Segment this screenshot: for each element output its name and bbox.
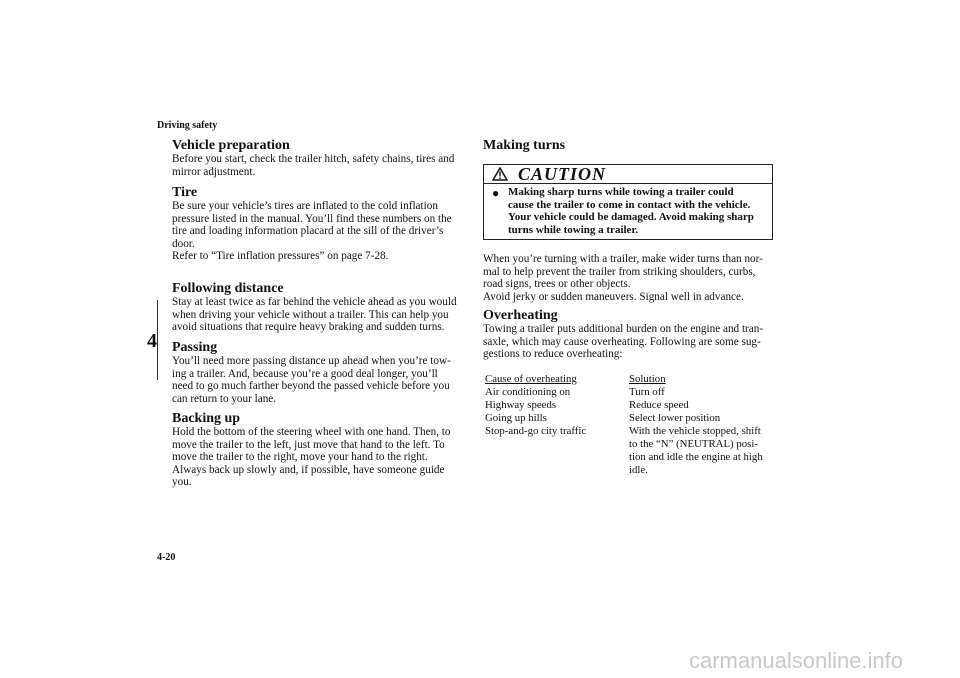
para-backing-up: Hold the bottom of the steering wheel with one hand. Then, to move the trailer to the left, just move that hand to the left. To move the trailer to the right, move your hand to the right. Always back up slowly and, if possible, have someone guide you. — [172, 426, 451, 489]
table-cell-cause: Air conditioning on — [485, 386, 571, 398]
table-cell-solution-cont: tion and idle the engine at high — [629, 451, 763, 463]
para-making-turns: When you’re turning with a trailer, make wider turns than nor- mal to help prevent the trailer from striking shoulders, curbs, road signs, trees or other objects. Avoid jerky or sudden maneuvers. Signal well in advance. — [483, 253, 763, 303]
para-tire: Be sure your vehicle’s tires are inflated to the cold inflation pressure listed in the manual. You’ll find these numbers on the tire and loading information placard at the sill of the driver’s door. Refer to “Tire inflation pressures” on page 7-28. — [172, 200, 452, 263]
caution-divider — [484, 183, 772, 184]
chapter-tab-line — [157, 300, 158, 380]
table-header-cause: Cause of overheating — [485, 373, 577, 385]
warning-triangle-icon — [492, 167, 508, 181]
bullet-icon: ● — [492, 186, 500, 200]
table-cell-cause: Going up hills — [485, 412, 547, 424]
caution-title: CAUTION — [518, 164, 607, 184]
table-cell-solution: With the vehicle stopped, shift — [629, 425, 761, 437]
heading-following-distance: Following distance — [172, 281, 284, 296]
table-cell-cause: Stop-and-go city traffic — [485, 425, 587, 437]
heading-vehicle-preparation: Vehicle preparation — [172, 138, 290, 153]
overheating-table — [485, 373, 775, 483]
heading-making-turns: Making turns — [483, 138, 566, 153]
para-passing: You’ll need more passing distance up ahead when you’re tow- ing a trailer. And, because you’re a good deal longer, you’ll need to go much farther beyond the passed vehicle before you can return to your lane. — [172, 355, 451, 405]
heading-passing: Passing — [172, 340, 218, 355]
table-cell-cause: Highway speeds — [485, 399, 557, 411]
heading-tire: Tire — [172, 185, 198, 200]
table-cell-solution: Select lower position — [629, 412, 721, 424]
para-vehicle-preparation: Before you start, check the trailer hitch, safety chains, tires and mirror adjustment. — [172, 153, 455, 178]
table-cell-solution: Reduce speed — [629, 399, 689, 411]
para-overheating: Towing a trailer puts additional burden on the engine and tran- saxle, which may cause overheating. Following are some sug- gestions to reduce overheating: — [483, 323, 764, 361]
caution-text: Making sharp turns while towing a trailer could cause the trailer to come in contact with the vehicle. Your vehicle could be damaged. Avoid making sharp turns while towing a trailer. — [508, 186, 754, 236]
heading-backing-up: Backing up — [172, 411, 241, 426]
caution-box — [483, 164, 773, 240]
table-cell-solution: Turn off — [629, 386, 665, 398]
watermark: carmanualsonline.info — [689, 648, 904, 673]
table-cell-solution-cont: to the “N” (NEUTRAL) posi- — [629, 438, 758, 450]
page-number: 4-20 — [157, 552, 176, 563]
table-cell-solution-cont: idle. — [629, 464, 648, 476]
chapter-number: 4 — [147, 330, 157, 352]
para-following-distance: Stay at least twice as far behind the vehicle ahead as you would when driving your vehicle without a trailer. This can help you avoid situations that require heavy braking and sudden turns. — [172, 296, 457, 334]
running-header: Driving safety — [157, 120, 218, 131]
heading-overheating: Overheating — [483, 308, 558, 323]
table-header-solution: Solution — [629, 373, 666, 385]
